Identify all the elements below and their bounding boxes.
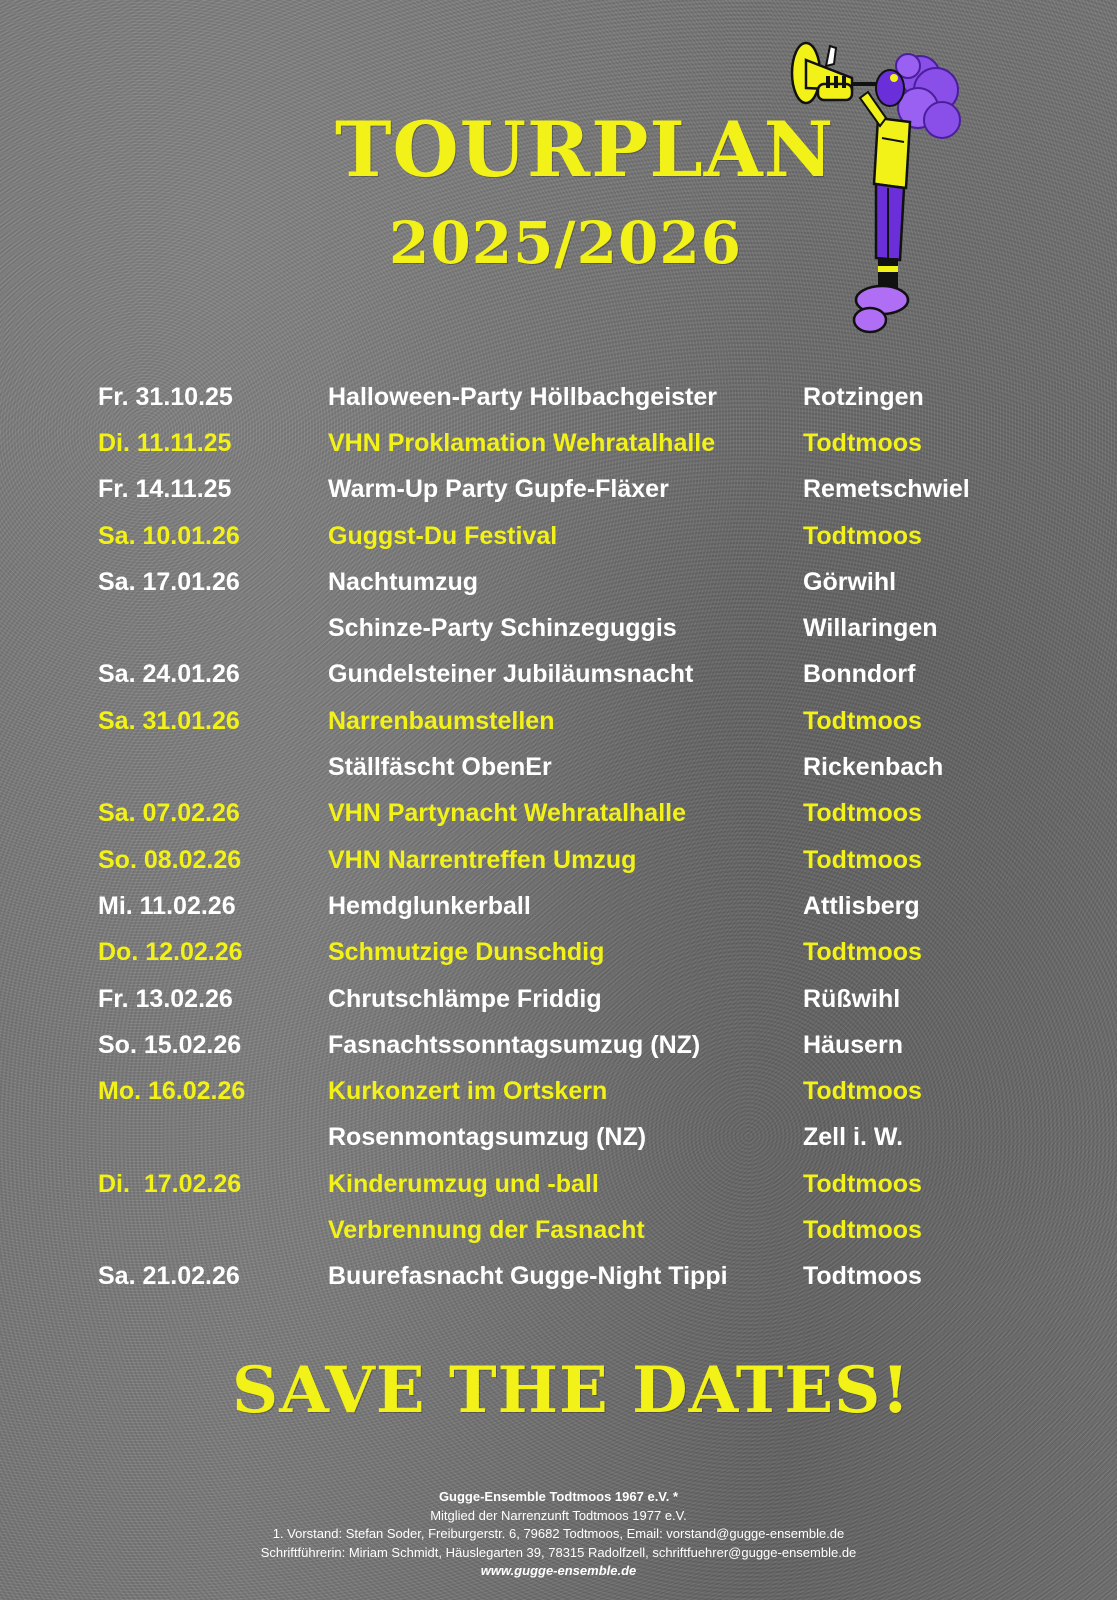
schedule-place: Todtmoos <box>803 845 922 874</box>
schedule-date: Di. 17.02.26 <box>98 1169 242 1198</box>
schedule-date: Sa. 31.01.26 <box>98 706 240 735</box>
schedule-event: Verbrennung der Fasnacht <box>328 1215 645 1244</box>
schedule-date: Fr. 31.10.25 <box>98 382 233 411</box>
schedule-place: Todtmoos <box>803 1215 922 1244</box>
schedule-place: Remetschwiel <box>803 475 970 504</box>
trumpet-player-mascot-icon <box>790 38 970 338</box>
schedule-row <box>98 883 1018 929</box>
schedule-place: Willaringen <box>803 614 938 643</box>
schedule-date: Fr. 14.11.25 <box>98 475 232 504</box>
schedule-row <box>98 559 1018 605</box>
schedule-row <box>98 1022 1018 1068</box>
schedule-date: Sa. 17.01.26 <box>98 567 240 596</box>
schedule-place: Rüßwihl <box>803 984 901 1013</box>
schedule-place: Todtmoos <box>803 428 922 457</box>
schedule-row <box>98 698 1018 744</box>
schedule-event: Buurefasnacht Gugge-Night Tippi <box>328 1262 728 1291</box>
schedule-event: Nachtumzug <box>328 567 478 596</box>
schedule-place: Todtmoos <box>803 799 922 828</box>
schedule-row <box>98 930 1018 976</box>
schedule-row <box>98 652 1018 698</box>
schedule-row <box>98 467 1018 513</box>
schedule-row <box>98 837 1018 883</box>
schedule-row <box>98 420 1018 466</box>
schedule-date: Sa. 21.02.26 <box>98 1262 240 1291</box>
footer-board: 1. Vorstand: Stefan Soder, Freiburgerstr. 6, 79682 Todtmoos, Email: vorstand@gugge-ensemble.de <box>272 1526 845 1541</box>
schedule-date: Mo. 16.02.26 <box>98 1077 246 1106</box>
schedule-row <box>98 1115 1018 1161</box>
schedule-event: Halloween-Party Höllbachgeister <box>328 382 718 411</box>
footer <box>0 1488 1117 1581</box>
footer-org: Gugge-Ensemble Todtmoos 1967 e.V. * <box>438 1489 679 1504</box>
tour-schedule <box>98 374 1018 1300</box>
schedule-event: VHN Narrentreffen Umzug <box>328 845 637 874</box>
schedule-place: Zell i. W. <box>803 1123 904 1152</box>
schedule-place: Attlisberg <box>803 891 920 920</box>
schedule-place: Häusern <box>803 1030 904 1059</box>
footer-member: Mitglied der Narrenzunft Todtmoos 1977 e.V. <box>430 1507 687 1523</box>
schedule-event: Schinze-Party Schinzeguggis <box>328 614 677 643</box>
footer-website-link[interactable]: www.gugge-ensemble.de <box>480 1563 637 1578</box>
schedule-event: Schmutzige Dunschdig <box>328 938 605 967</box>
schedule-event: Kurkonzert im Ortskern <box>328 1077 608 1106</box>
schedule-event: Kinderumzug und -ball <box>328 1169 599 1198</box>
schedule-date: Do. 12.02.26 <box>98 938 243 967</box>
schedule-row <box>98 1207 1018 1253</box>
schedule-row <box>98 513 1018 559</box>
schedule-place: Todtmoos <box>803 1169 922 1198</box>
schedule-event: Narrenbaumstellen <box>328 706 555 735</box>
schedule-date: Mi. 11.02.26 <box>98 891 236 920</box>
schedule-event: Rosenmontagsumzug (NZ) <box>328 1123 647 1152</box>
schedule-event: Chrutschlämpe Friddig <box>328 984 602 1013</box>
schedule-place: Bonndorf <box>803 660 916 689</box>
schedule-event: Ställfäscht ObenEr <box>328 753 552 782</box>
schedule-place: Todtmoos <box>803 938 922 967</box>
schedule-date: Sa. 10.01.26 <box>98 521 240 550</box>
schedule-row <box>98 1161 1018 1207</box>
schedule-date: Di. 11.11.25 <box>98 428 232 457</box>
schedule-date: So. 15.02.26 <box>98 1030 242 1059</box>
footer-secretary: Schriftführerin: Miriam Schmidt, Häuslegarten 39, 78315 Radolfzell, schriftfuehrer@gugge-ensemble.de <box>260 1544 857 1560</box>
schedule-place: Görwihl <box>803 567 897 596</box>
schedule-date: So. 08.02.26 <box>98 845 242 874</box>
schedule-row <box>98 1068 1018 1114</box>
schedule-date: Sa. 07.02.26 <box>98 799 240 828</box>
poster-title: TOURPLAN <box>335 105 835 194</box>
schedule-place: Todtmoos <box>803 1077 922 1106</box>
schedule-row <box>98 374 1018 420</box>
schedule-row <box>98 791 1018 837</box>
schedule-row <box>98 1254 1018 1300</box>
schedule-place: Todtmoos <box>803 1262 922 1291</box>
schedule-event: Fasnachtssonntagsumzug (NZ) <box>328 1030 701 1059</box>
schedule-event: Guggst-Du Festival <box>328 521 558 550</box>
schedule-place: Rotzingen <box>803 382 924 411</box>
schedule-event: VHN Partynacht Wehratalhalle <box>328 799 686 828</box>
schedule-date: Fr. 13.02.26 <box>98 984 233 1013</box>
schedule-event: VHN Proklamation Wehratalhalle <box>328 428 716 457</box>
schedule-row <box>98 605 1018 651</box>
schedule-place: Rickenbach <box>803 753 944 782</box>
season-year: 2025/2026 <box>389 209 743 277</box>
schedule-place: Todtmoos <box>803 521 922 550</box>
schedule-event: Hemdglunkerball <box>328 891 531 920</box>
schedule-place: Todtmoos <box>803 706 922 735</box>
schedule-row <box>98 744 1018 790</box>
schedule-event: Gundelsteiner Jubiläumsnacht <box>328 660 694 689</box>
schedule-event: Warm-Up Party Gupfe-Fläxer <box>328 475 669 504</box>
schedule-date: Sa. 24.01.26 <box>98 660 240 689</box>
save-the-dates-heading: SAVE THE DATES! <box>232 1353 911 1428</box>
schedule-row <box>98 976 1018 1022</box>
